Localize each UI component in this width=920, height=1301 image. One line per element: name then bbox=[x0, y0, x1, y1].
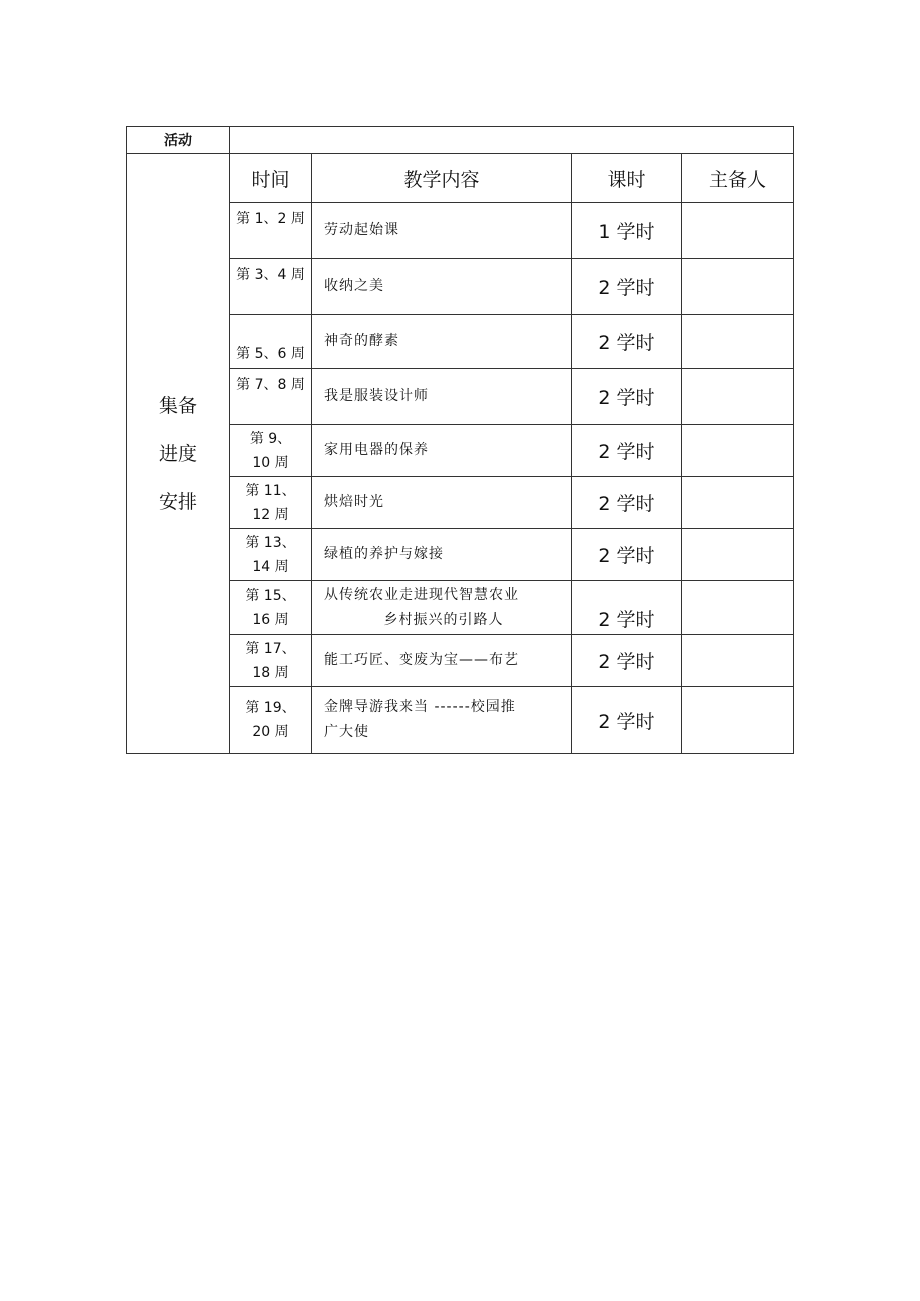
week-cell bbox=[230, 529, 312, 581]
side-label-line: 安排 bbox=[158, 490, 197, 513]
content-cell: 收纳之美 bbox=[312, 259, 572, 315]
week-line: 第 15、 bbox=[245, 587, 296, 604]
content-cell: 神奇的酵素 bbox=[312, 315, 572, 369]
lead-cell bbox=[682, 581, 794, 635]
activity-value bbox=[230, 127, 794, 154]
lead-cell bbox=[682, 687, 794, 754]
schedule-table bbox=[126, 126, 794, 754]
week-line: 14 周 bbox=[252, 558, 289, 575]
week-cell: 第 3、4 周 bbox=[230, 259, 312, 315]
week-line: 20 周 bbox=[252, 724, 289, 740]
schedule-sheet bbox=[126, 126, 793, 754]
week-line: 12 周 bbox=[252, 506, 289, 523]
lead-cell bbox=[682, 529, 794, 581]
activity-row bbox=[127, 127, 794, 154]
hours-cell: 2 学时 bbox=[572, 687, 682, 754]
week-line: 第 19、 bbox=[245, 700, 296, 716]
content-line: 金牌导游我来当 ------校园推 bbox=[324, 699, 516, 715]
hours-cell: 2 学时 bbox=[572, 477, 682, 529]
column-header-hours: 课时 bbox=[572, 154, 682, 203]
week-cell bbox=[230, 477, 312, 529]
week-line: 第 17、 bbox=[245, 640, 296, 657]
activity-label: 活动 bbox=[127, 127, 230, 154]
lead-cell bbox=[682, 259, 794, 315]
week-cell bbox=[230, 425, 312, 477]
hours-cell: 2 学时 bbox=[572, 425, 682, 477]
week-cell: 第 1、2 周 bbox=[230, 203, 312, 259]
hours-cell: 2 学时 bbox=[572, 315, 682, 369]
hours-cell: 2 学时 bbox=[572, 529, 682, 581]
content-line: 广大使 bbox=[324, 724, 369, 740]
content-cell: 我是服装设计师 bbox=[312, 369, 572, 425]
content-cell: 劳动起始课 bbox=[312, 203, 572, 259]
content-cell: 绿植的养护与嫁接 bbox=[312, 529, 572, 581]
lead-cell bbox=[682, 315, 794, 369]
content-cell bbox=[312, 687, 572, 754]
hours-cell: 2 学时 bbox=[572, 635, 682, 687]
lead-cell bbox=[682, 477, 794, 529]
side-label bbox=[127, 154, 230, 754]
week-line: 18 周 bbox=[252, 664, 289, 681]
week-cell: 第 5、6 周 bbox=[230, 315, 312, 369]
column-header-lead: 主备人 bbox=[682, 154, 794, 203]
column-header-row bbox=[127, 154, 794, 203]
column-header-time: 时间 bbox=[230, 154, 312, 203]
content-cell: 烘焙时光 bbox=[312, 477, 572, 529]
week-line: 第 9、 bbox=[249, 430, 292, 447]
lead-cell bbox=[682, 203, 794, 259]
content-cell bbox=[312, 581, 572, 635]
lead-cell bbox=[682, 369, 794, 425]
hours-cell: 1 学时 bbox=[572, 203, 682, 259]
content-cell: 能工巧匠、变废为宝——布艺 bbox=[312, 635, 572, 687]
week-line: 10 周 bbox=[252, 454, 289, 471]
week-cell bbox=[230, 635, 312, 687]
content-line: 从传统农业走进现代智慧农业 bbox=[324, 586, 519, 603]
week-cell: 第 7、8 周 bbox=[230, 369, 312, 425]
column-header-content: 教学内容 bbox=[312, 154, 572, 203]
hours-cell: 2 学时 bbox=[572, 369, 682, 425]
week-line: 第 11、 bbox=[245, 482, 296, 499]
side-label-line: 集备 bbox=[158, 394, 197, 417]
hours-cell: 2 学时 bbox=[572, 581, 682, 635]
content-line: 乡村振兴的引路人 bbox=[383, 611, 504, 628]
hours-cell: 2 学时 bbox=[572, 259, 682, 315]
week-cell bbox=[230, 581, 312, 635]
lead-cell bbox=[682, 425, 794, 477]
side-label-line: 进度 bbox=[158, 442, 197, 465]
content-cell: 家用电器的保养 bbox=[312, 425, 572, 477]
week-line: 16 周 bbox=[252, 611, 289, 628]
week-line: 第 13、 bbox=[245, 534, 296, 551]
week-cell bbox=[230, 687, 312, 754]
lead-cell bbox=[682, 635, 794, 687]
